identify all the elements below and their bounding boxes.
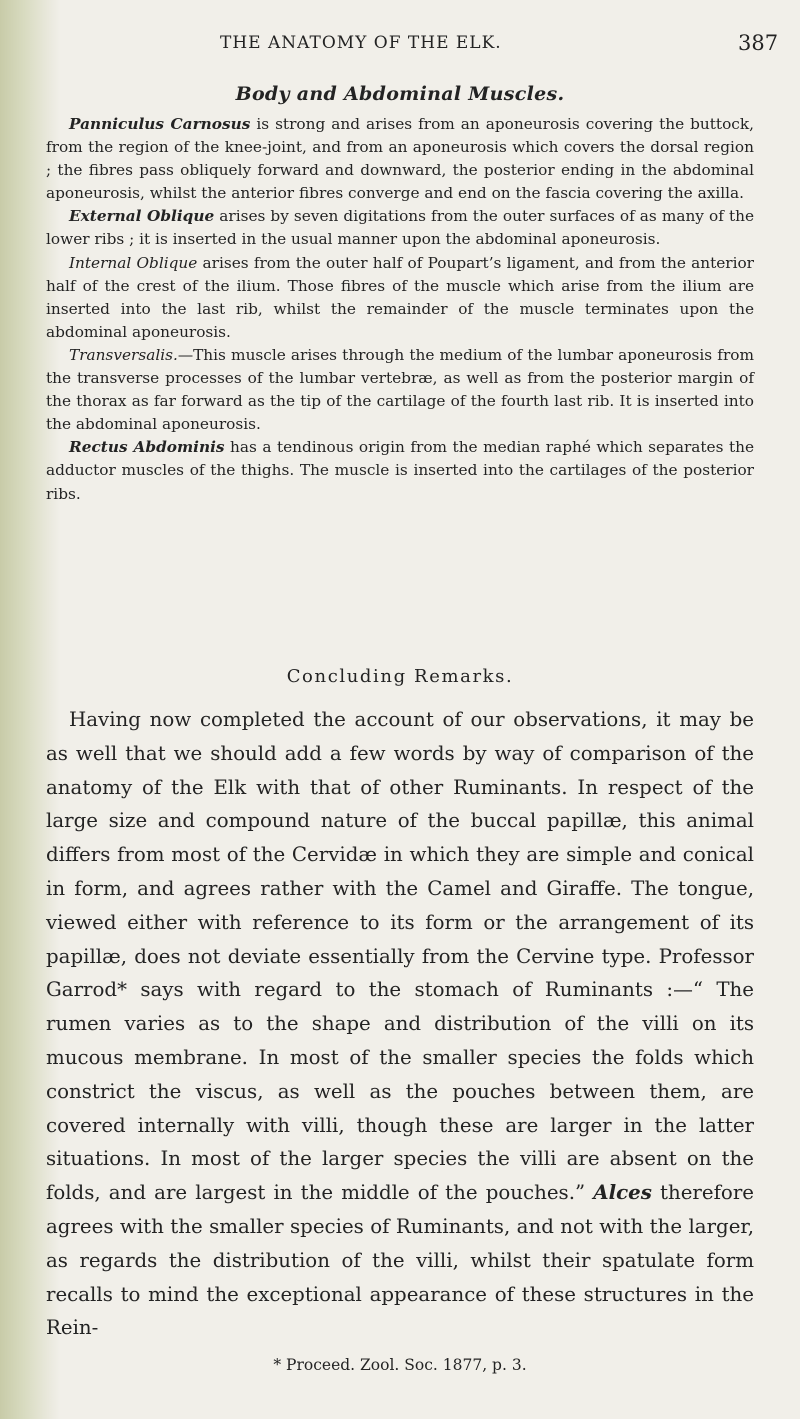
- muscle-text: arises from the outer half of Poupart’s ligament, and from the anterior half of the crest of the ilium. Those fibres of the muscle which arise from the ilium are inserted into the last rib, whilst the remainder of the muscle terminates upon the abdominal aponeurosis.: [46, 253, 754, 341]
- paragraph-external-oblique: [46, 205, 754, 251]
- muscle-text: —This muscle arises through the medium of the lumbar aponeurosis from the transverse processes of the lumbar vertebræ, as well as from the posterior margin of the thorax as far forward as the tip of the cartilage of the fourth last rib. It is inserted into the abdominal aponeurosis.: [46, 345, 754, 434]
- muscle-term: Transversalis.: [69, 345, 178, 364]
- running-head: THE ANATOMY OF THE ELK.: [220, 33, 502, 53]
- concluding-text-part1: Having now completed the account of our observations, it may be as well that we should add a few words by way of comparison of the anatomy of the Elk with that of other Ruminants. In respect of the large size and compound nature of the buccal papillæ, this animal differs from most of the Cervidæ in which they are simple and conical in form, and agrees rather with the Camel and Giraffe. The tongue, viewed either with reference to its form or the arrangement of its papillæ, does not deviate essentially from the Cervine type. Professor Garrod* says with regard to the stomach of Ruminants :—“ The rumen varies as to the shape and distribution of the villi on its mucous membrane. In most of the smaller species the folds which constrict the viscus, as well as the pouches between them, are covered internally with villi, though these are larger in the latter situations. In most of the larger species the villi are absent on the folds, and are largest in the middle of the pouches.”: [46, 708, 754, 1205]
- muscle-descriptions: [46, 113, 754, 506]
- muscle-term: Rectus Abdominis: [69, 438, 225, 457]
- paragraph-panniculus: [46, 113, 754, 205]
- muscle-term: Internal Oblique: [69, 253, 198, 272]
- paragraph-internal-oblique: [46, 252, 754, 344]
- concluding-heading: Concluding Remarks.: [286, 666, 514, 687]
- paragraph-transversalis: [46, 344, 754, 436]
- section-title: Body and Abdominal Muscles.: [235, 83, 565, 105]
- muscle-term: Panniculus Carnosus: [69, 115, 251, 133]
- muscle-text: arises by seven digitations from the outer surfaces of as many of the lower ribs ; it is inserted in the usual manner upon the abdominal aponeurosis.: [46, 207, 754, 249]
- concluding-remarks: [46, 703, 754, 1345]
- muscle-term: External Oblique: [69, 207, 215, 226]
- page-number: 387: [738, 31, 779, 55]
- muscle-text: has a tendinous origin from the median raphé which separates the adductor muscles of the thighs. The muscle is inserted into the cartilages of the posterior ribs.: [46, 438, 755, 503]
- footnote: * Proceed. Zool. Soc. 1877, p. 3.: [273, 1356, 527, 1374]
- concluding-text-part2: therefore agrees with the smaller species of Ruminants, and not with the larger, as regards the distribution of the villi, whilst their spatulate form recalls to mind the exceptional appearance of these structures in the Rein-: [46, 1181, 754, 1340]
- paragraph-rectus-abdominis: [46, 436, 754, 505]
- concluding-term: Alces: [593, 1180, 652, 1205]
- concluding-paragraph: [46, 703, 754, 1345]
- muscle-text: is strong and arises from an aponeurosis covering the buttock, from the region of the knee-joint, and from an aponeurosis which covers the dorsal region ; the fibres pass obliquely forward and downward, the posterior ending in the abdominal aponeurosis, whilst the anterior fibres converge and end on the fascia covering the axilla.: [46, 115, 754, 203]
